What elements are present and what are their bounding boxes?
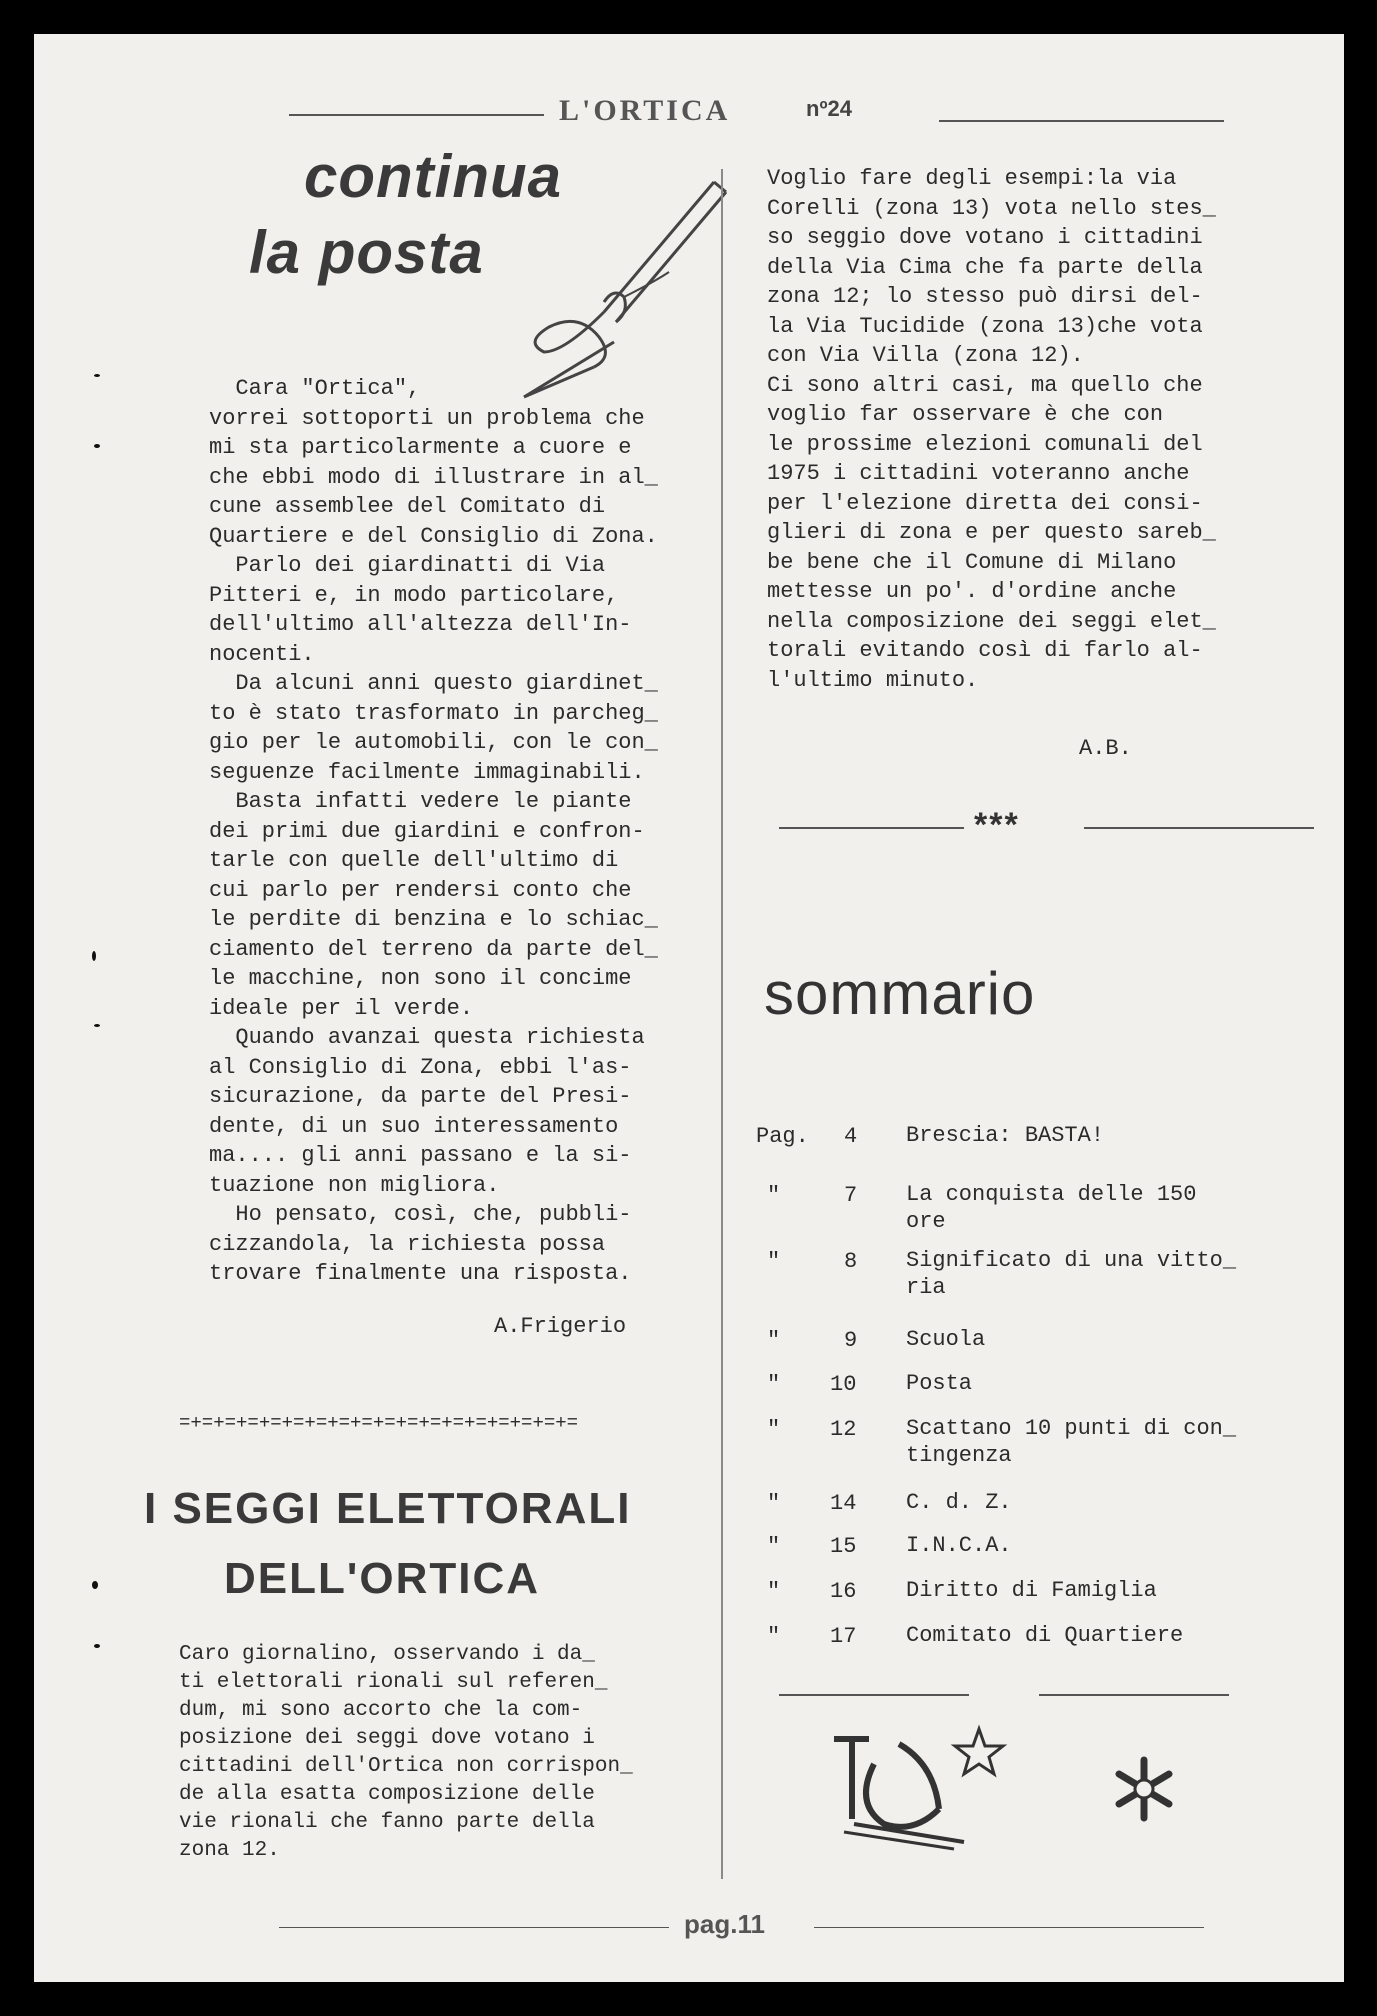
asterisk-logo-icon xyxy=(1109,1754,1179,1824)
letter-line: vie rionali che fanno parte della xyxy=(179,1811,595,1834)
separator-line: =+=+=+=+=+=+=+=+=+=+=+=+=+=+=+=+=+= xyxy=(179,1412,579,1434)
footer-rule-left xyxy=(279,1927,669,1928)
toc-page-number: 16 xyxy=(830,1579,857,1604)
letter-seggi-part1 xyxy=(179,1641,633,1865)
letter-line: tuazione non migliora. xyxy=(209,1172,500,1198)
letter-line: so seggio dove votano i cittadini xyxy=(767,225,1203,250)
toc-entry: I.N.C.A. xyxy=(906,1533,1012,1558)
toc-page-number: 14 xyxy=(830,1491,857,1516)
letter-line: mi sta particolarmente a cuore e xyxy=(209,435,632,460)
letter-line: cizzandola, la richiesta possa xyxy=(209,1231,606,1257)
publication-title: L'ORTICA xyxy=(559,94,731,127)
letter-line: posizione dei seggi dove votano i xyxy=(179,1727,595,1750)
letter-signature-frigerio: A.Frigerio xyxy=(494,1314,627,1339)
letter-line: dell'ultimo all'altezza dell'In- xyxy=(209,612,632,637)
letter-line: ma.... gli anni passano e la si- xyxy=(209,1143,632,1168)
letter-line: dum, mi sono accorto che la com- xyxy=(179,1699,583,1722)
letter-line: nocenti. xyxy=(209,641,315,667)
letter-line: ciamento del terreno da parte del_ xyxy=(209,936,658,962)
letter-line: Ci sono altri casi, ma quello che xyxy=(767,372,1203,398)
letter-line: Corelli (zona 13) vota nello stes_ xyxy=(767,195,1216,221)
toc-mark: " xyxy=(767,1624,781,1649)
letter-line: le macchine, non sono il concime xyxy=(209,966,632,991)
letter-line: mettesse un po'. d'ordine anche xyxy=(767,579,1177,604)
letter-line: glieri di zona e per questo sareb_ xyxy=(767,520,1216,545)
column-divider xyxy=(721,169,723,1879)
letter-line: Quando avanzai questa richiesta xyxy=(209,1025,645,1050)
letter-line: Da alcuni anni questo giardinet_ xyxy=(209,671,658,696)
letter-line: sicurazione, da parte del Presi- xyxy=(209,1084,632,1109)
toc-page-number: 8 xyxy=(844,1249,858,1274)
toc-page-number: 4 xyxy=(844,1124,858,1149)
letter-line: gio per le automobili, con le con_ xyxy=(209,730,658,755)
letter-line: zona 12. xyxy=(179,1839,280,1862)
letter-line: Quartiere e del Consiglio di Zona. xyxy=(209,523,658,549)
letter-line: 1975 i cittadini voteranno anche xyxy=(767,461,1190,486)
toc-page-number: 10 xyxy=(830,1372,857,1397)
letter-line: Voglio fare degli esempi:la via xyxy=(767,166,1177,191)
header-rule-left xyxy=(289,114,544,116)
letter-line: nella composizione dei seggi elet_ xyxy=(767,608,1216,634)
letter-line: trovare finalmente una risposta. xyxy=(209,1261,632,1286)
letter-line: Pitteri e, in modo particolare, xyxy=(209,582,619,608)
letter-line: zona 12; lo stesso può dirsi del- xyxy=(767,284,1203,309)
letter-line: to è stato trasformato in parcheg_ xyxy=(209,700,658,726)
toc-entry: Diritto di Famiglia xyxy=(906,1578,1157,1603)
toc-mark: " xyxy=(767,1183,781,1208)
letter-signature-ab: A.B. xyxy=(1079,736,1132,761)
margin-mark xyxy=(94,1644,100,1648)
margin-mark xyxy=(94,1024,100,1027)
letter-line: dente, di un suo interessamento xyxy=(209,1113,619,1139)
toc-entry: La conquista delle 150 ore xyxy=(906,1182,1197,1234)
toc-mark: " xyxy=(767,1534,781,1559)
letter-line: Basta infatti vedere le piante xyxy=(209,789,632,814)
toc-entry: Scuola xyxy=(906,1327,986,1352)
toc-entry: Scattano 10 punti di con_ tingenza xyxy=(906,1416,1237,1468)
page-number: pag.11 xyxy=(684,1909,765,1939)
letter-line: l'ultimo minuto. xyxy=(767,667,979,693)
letter-line: della Via Cima che fa parte della xyxy=(767,254,1203,280)
letter-line: cittadini dell'Ortica non corrispon_ xyxy=(179,1755,633,1778)
letter-line: la Via Tucidide (zona 13)che vota xyxy=(767,313,1203,339)
hammer-sickle-star-icon xyxy=(814,1724,1014,1854)
stars-rule-right xyxy=(1084,827,1314,829)
margin-mark xyxy=(92,1581,98,1589)
margin-mark xyxy=(92,951,96,961)
letter-line: con Via Villa (zona 12). xyxy=(767,343,1084,368)
letter-seggi-part2 xyxy=(767,164,1216,695)
toc-mark: " xyxy=(767,1372,781,1397)
letter-line: Ho pensato, così, che, pubbli- xyxy=(209,1202,632,1227)
posta-headline-line2: la posta xyxy=(249,219,484,286)
sommario-title: sommario xyxy=(764,960,1036,1027)
toc-mark: " xyxy=(767,1249,781,1274)
toc-page-number: 9 xyxy=(844,1328,858,1353)
logo-rule-right xyxy=(1039,1694,1229,1696)
stars-rule-left xyxy=(779,827,964,829)
letter-line: per l'elezione diretta dei consi- xyxy=(767,490,1203,516)
margin-mark xyxy=(94,374,100,377)
letter-line: al Consiglio di Zona, ebbi l'as- xyxy=(209,1054,632,1080)
toc-mark: " xyxy=(767,1579,781,1604)
toc-entry: Posta xyxy=(906,1371,973,1396)
letter-line: vorrei sottoporti un problema che xyxy=(209,405,645,431)
letter-line: voglio far osservare è che con xyxy=(767,402,1164,427)
toc-page-number: 17 xyxy=(830,1624,857,1649)
letter-line: be bene che il Comune di Milano xyxy=(767,549,1177,575)
header-rule-right xyxy=(939,120,1224,122)
letter-line: cune assemblee del Comitato di xyxy=(209,494,606,519)
seggi-headline-line1: I SEGGI ELETTORALI xyxy=(144,1484,632,1533)
issue-number: nº24 xyxy=(806,96,852,121)
toc-mark: " xyxy=(767,1328,781,1353)
letter-line: de alla esatta composizione delle xyxy=(179,1783,595,1806)
letter-line: tarle con quelle dell'ultimo di xyxy=(209,848,619,873)
letter-line: Cara "Ortica", xyxy=(209,376,421,401)
toc-mark: " xyxy=(767,1417,781,1442)
letter-line: Caro giornalino, osservando i da_ xyxy=(179,1643,595,1666)
document-page xyxy=(34,34,1344,1982)
seggi-headline-line2: DELL'ORTICA xyxy=(224,1554,540,1603)
margin-mark xyxy=(94,444,100,448)
toc-entry: Comitato di Quartiere xyxy=(906,1623,1184,1648)
pencil-knot-icon xyxy=(504,162,734,402)
posta-headline-line1: continua xyxy=(304,143,562,210)
letter-line: le prossime elezioni comunali del xyxy=(767,431,1203,457)
toc-entry: Significato di una vitto_ ria xyxy=(906,1248,1237,1300)
toc-entry: C. d. Z. xyxy=(906,1490,1012,1515)
toc-page-number: 7 xyxy=(844,1183,858,1208)
letter-line: dei primi due giardini e confron- xyxy=(209,818,645,844)
logo-rule-left xyxy=(779,1694,969,1696)
toc-entry: Brescia: BASTA! xyxy=(906,1123,1105,1148)
toc-page-number: 12 xyxy=(830,1417,857,1442)
letter-line: ideale per il verde. xyxy=(209,995,474,1021)
footer-rule-right xyxy=(814,1927,1204,1928)
letter-line: seguenze facilmente immaginabili. xyxy=(209,759,645,785)
letter-line: ti elettorali rionali sul referen_ xyxy=(179,1671,608,1694)
letter-line: che ebbi modo di illustrare in al_ xyxy=(209,464,658,490)
letter-line: le perdite di benzina e lo schiac_ xyxy=(209,907,658,932)
toc-mark: Pag. xyxy=(756,1124,809,1149)
letter-line: torali evitando così di farlo al- xyxy=(767,638,1203,663)
toc-mark: " xyxy=(767,1491,781,1516)
letter-line: cui parlo per rendersi conto che xyxy=(209,877,632,903)
letter-line: Parlo dei giardinatti di Via xyxy=(209,553,606,578)
stars-separator: *** xyxy=(974,806,1020,844)
letter-frigerio xyxy=(209,374,658,1289)
toc-page-number: 15 xyxy=(830,1534,857,1559)
